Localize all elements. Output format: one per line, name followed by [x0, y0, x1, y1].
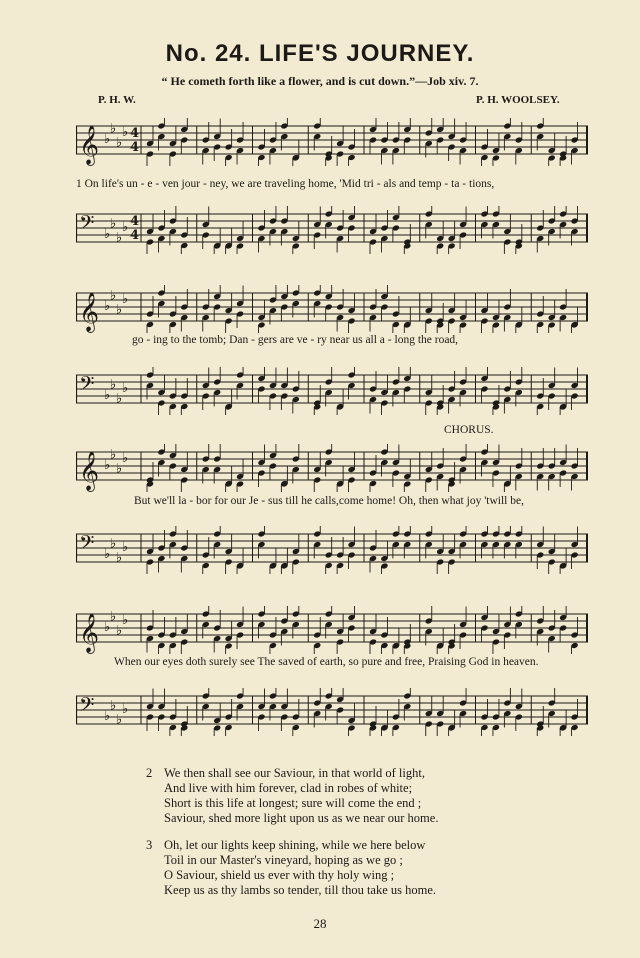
svg-text:𝄞: 𝄞 [79, 292, 100, 332]
stanza-line: O Saviour, shield us ever with thy holy wing ; [164, 868, 395, 882]
bass-staff [76, 367, 588, 415]
lyricist-credit: P. H. W. [98, 94, 136, 106]
music-system-4 [76, 606, 588, 736]
svg-text:♭: ♭ [104, 227, 111, 242]
svg-text:♭: ♭ [116, 550, 123, 566]
svg-text:♭: ♭ [104, 547, 111, 562]
stanza-line: Oh, let our lights keep shining, while we here below [164, 838, 426, 852]
stanza-number: 3 [146, 838, 153, 852]
svg-text:♭: ♭ [110, 698, 117, 714]
stanza-line: We then shall see our Saviour, in that world of light, [164, 766, 425, 780]
stanza-3 [146, 838, 438, 898]
svg-text:♭: ♭ [122, 451, 129, 466]
svg-text:♭: ♭ [122, 613, 129, 628]
treble-staff [76, 444, 588, 492]
svg-text:♭: ♭ [122, 292, 129, 307]
svg-text:♭: ♭ [110, 288, 117, 304]
svg-text:♭: ♭ [122, 125, 129, 140]
svg-text:𝄢: 𝄢 [79, 372, 95, 400]
composer-credit: P. H. WOOLSEY. [476, 94, 560, 106]
svg-text:𝄢: 𝄢 [79, 531, 95, 559]
svg-text:♭: ♭ [116, 623, 123, 639]
page-number: 28 [313, 916, 327, 931]
lyric-line-1: 1 On life's un - e - ven jour - ney, we are traveling home, 'Mid tri - als and temp - ta - tions, [76, 178, 495, 190]
svg-text:♭: ♭ [104, 132, 111, 147]
treble-staff [76, 285, 588, 333]
lyric-line-2: go - ing to the tomb; Dan - gers are ve - ry near us all a - long the road, [132, 334, 459, 346]
svg-text:♭: ♭ [116, 712, 123, 728]
hymn-title: No. 24. LIFE'S JOURNEY. [165, 40, 475, 67]
stanza-line: And live with him forever, clad in robes of white; [164, 781, 413, 795]
treble-staff [76, 118, 588, 166]
svg-text:♭: ♭ [104, 388, 111, 403]
svg-text:♭: ♭ [116, 135, 123, 151]
stanza-number: 2 [146, 766, 153, 780]
additional-stanzas [146, 766, 438, 910]
treble-staff [76, 606, 588, 654]
svg-text:𝄢: 𝄢 [79, 211, 95, 239]
bass-staff [76, 688, 588, 736]
svg-text:♭: ♭ [104, 458, 111, 473]
svg-text:𝄞: 𝄞 [79, 451, 100, 491]
scripture-epigraph: “ He cometh forth like a flower, and is cut down.”—Job xiv. 7. [161, 74, 479, 88]
svg-text:♭: ♭ [104, 620, 111, 635]
lyric-line-4: When our eyes doth surely see The saved of earth, so pure and free, Praising God in heaven. [114, 656, 539, 668]
svg-text:♭: ♭ [110, 536, 117, 552]
svg-text:♭: ♭ [116, 391, 123, 407]
svg-text:♭: ♭ [122, 540, 129, 555]
svg-text:♭: ♭ [104, 709, 111, 724]
svg-text:♭: ♭ [104, 299, 111, 314]
svg-text:♭: ♭ [110, 447, 117, 463]
stanza-line: Keep us as thy lambs so tender, till thou take us home. [164, 883, 437, 897]
svg-text:♭: ♭ [116, 461, 123, 477]
lyric-line-3: But we'll la - bor for our Je - sus till he calls,come home! Oh, then what joy 'twill be, [134, 495, 524, 507]
svg-text:♭: ♭ [122, 381, 129, 396]
chorus-label: CHORUS. [444, 424, 494, 436]
svg-text:♭: ♭ [110, 609, 117, 625]
svg-text:♭: ♭ [110, 216, 117, 232]
svg-text:𝄞: 𝄞 [79, 125, 100, 165]
svg-text:♭: ♭ [110, 121, 117, 137]
svg-text:♭: ♭ [116, 230, 123, 246]
svg-text:4: 4 [130, 228, 140, 244]
svg-text:4: 4 [130, 140, 140, 156]
music-system-2 [76, 285, 588, 415]
stanza-line: Short is this life at longest; sure will come the end ; [164, 796, 422, 810]
stanza-2 [146, 766, 438, 826]
stanza-line: Toil in our Master's vineyard, hoping as we go ; [164, 853, 403, 867]
svg-text:♭: ♭ [122, 702, 129, 717]
svg-text:𝄢: 𝄢 [79, 693, 95, 721]
svg-text:♭: ♭ [122, 220, 129, 235]
bass-staff [76, 526, 588, 574]
stanza-line: Saviour, shed more light upon us as we near our home. [164, 811, 439, 825]
svg-text:4: 4 [130, 214, 140, 230]
bass-staff [76, 206, 588, 254]
svg-text:4: 4 [130, 126, 140, 142]
music-system-3 [76, 444, 588, 574]
svg-text:♭: ♭ [110, 377, 117, 393]
svg-text:𝄞: 𝄞 [79, 613, 100, 653]
svg-text:♭: ♭ [116, 302, 123, 318]
